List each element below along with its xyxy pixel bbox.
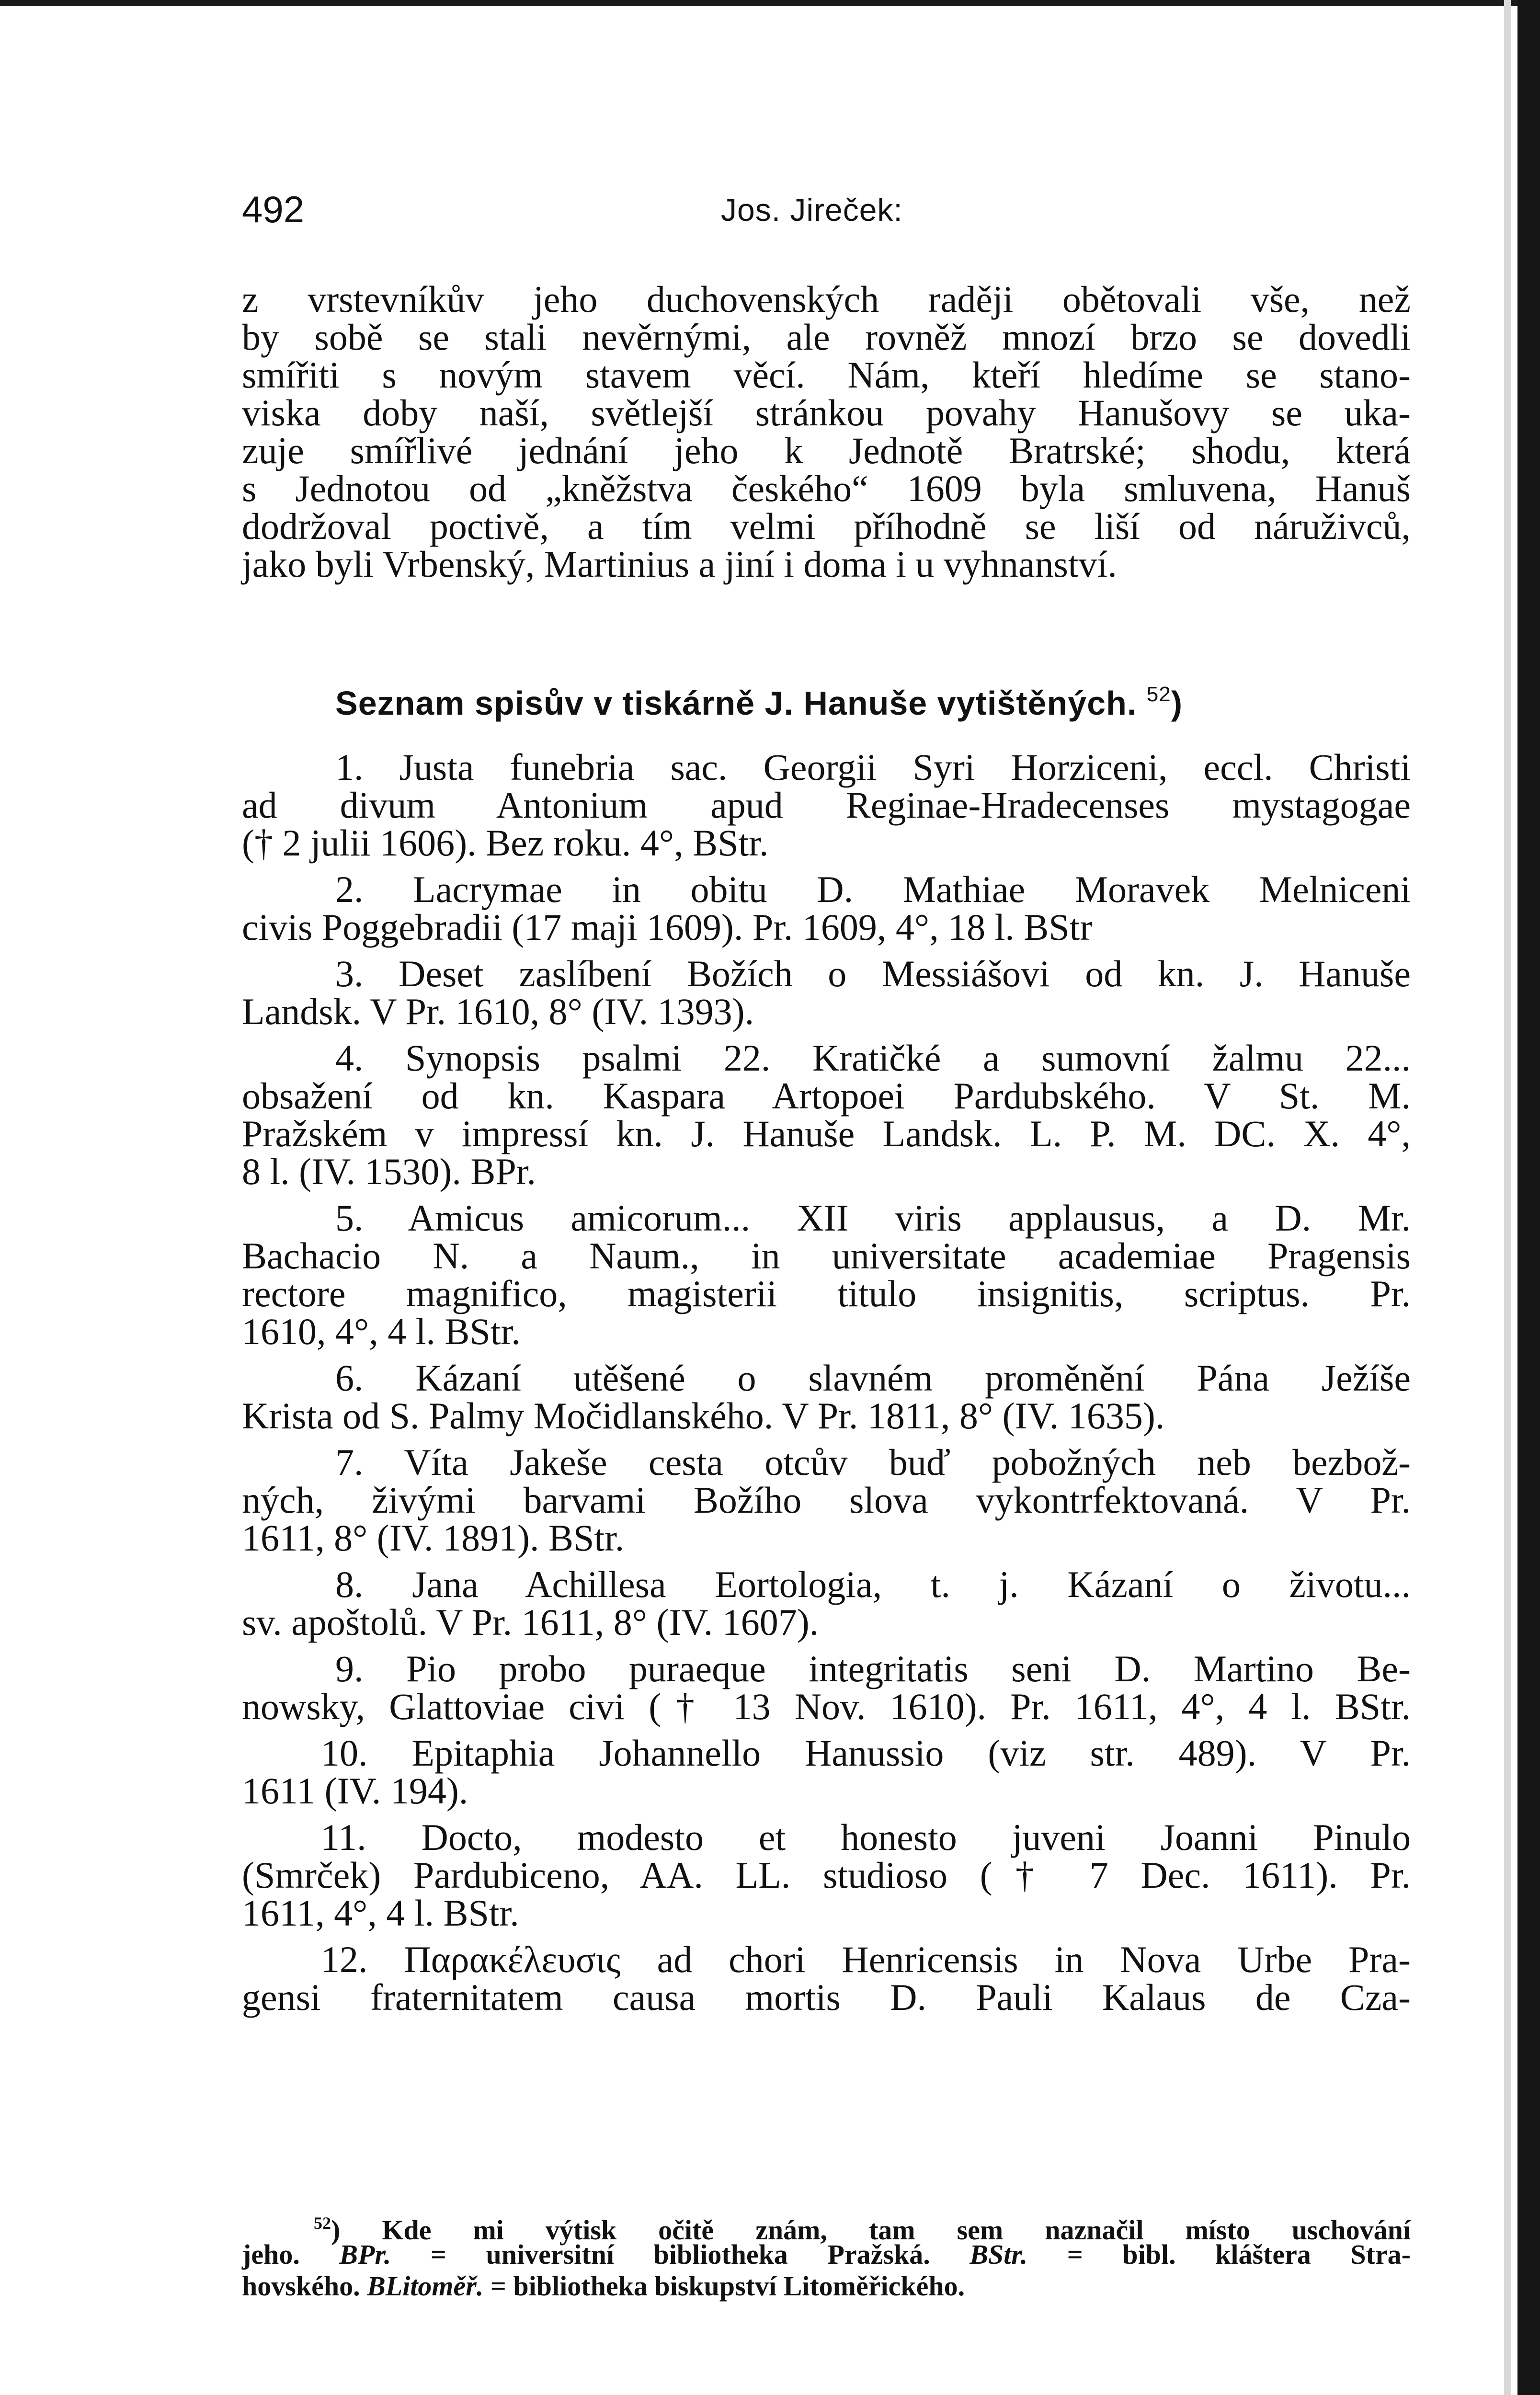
text-line: dodržoval poctivě, a tím velmi příhodně se liší od náruživců,: [242, 505, 1411, 547]
list-item: [242, 1940, 1411, 2016]
text-line: Krista od S. Palmy Močidlanského. V Pr. 1811, 8° (IV. 1635).: [242, 1395, 1165, 1437]
text-line: 5. Amicus amicorum... XII viris applausus, a D. Mr.: [335, 1197, 1411, 1239]
text-line: († 2 julii 1606). Bez roku. 4°, BStr.: [242, 822, 769, 864]
list-item: [242, 748, 1411, 862]
footnote: [242, 2207, 1411, 2302]
list-item: [242, 1734, 1411, 1810]
text-line: 10. Epitaphia Johannello Hanussio (viz str. 489). V Pr.: [321, 1732, 1411, 1774]
text-line: sv. apoštolů. V Pr. 1611, 8° (IV. 1607).: [242, 1601, 819, 1643]
list-item: [242, 1565, 1411, 1641]
text-line: 3. Deset zaslíbení Božích o Messiášovi od kn. J. Hanuše: [335, 953, 1411, 994]
list-item: [242, 1443, 1411, 1557]
footnote-reference: 52: [1146, 683, 1171, 706]
text-line: 6. Kázaní utěšené o slavném proměnění Pána Ježíše: [335, 1357, 1411, 1399]
scan-top-edge: [0, 0, 1540, 6]
text-line: Bachacio N. a Naum., in universitate academiae Pragensis: [242, 1235, 1411, 1277]
bibliography-list: [242, 748, 1411, 2025]
text-line: viska doby naší, světlejší stránkou povahy Hanušovy se uka-: [242, 392, 1411, 433]
text-line: gensi fraternitatem causa mortis D. Pauli Kalaus de Cza-: [242, 1976, 1411, 2018]
text-line: (Smrček) Pardubiceno, AA. LL. studioso († 7 Dec. 1611). Pr.: [242, 1854, 1411, 1896]
list-item: [242, 870, 1411, 946]
text-line: Pražském v impressí kn. J. Hanuše Landsk. L. P. M. DC. X. 4°,: [242, 1113, 1411, 1154]
text-line: 1611 (IV. 194).: [242, 1770, 468, 1812]
text-line: 1. Justa funebria sac. Georgii Syri Horziceni, eccl. Christi: [335, 746, 1411, 788]
list-item: [242, 1818, 1411, 1932]
text-line: ných, živými barvami Božího slova vykontrfektovaná. V Pr.: [242, 1479, 1411, 1521]
text-line: jako byli Vrbenský, Martinius a jiní i doma i u vyhnanství.: [242, 543, 1117, 585]
intro-paragraph: [242, 280, 1411, 583]
abbreviation: BStr.: [970, 2239, 1028, 2270]
section-heading: [335, 683, 1341, 722]
text-line: 7. Víta Jakeše cesta otcův buď pobožných neb bezbož-: [335, 1441, 1411, 1483]
text-line: 12. Παρακέλευσις ad chori Henricensis in Nova Urbe Pra-: [321, 1939, 1411, 1980]
text-line: 4. Synopsis psalmi 22. Kratičké a sumovní žalmu 22...: [335, 1037, 1411, 1079]
scan-right-edge: [1517, 0, 1540, 2395]
text-line: zuje smířlivé jednání jeho k Jednotě Bratrské; shodu, která: [242, 430, 1411, 471]
text-line: rectore magnifico, magisterii titulo insignitis, scriptus. Pr.: [242, 1273, 1411, 1314]
text-line: 8. Jana Achillesa Eortologia, t. j. Kázaní o životu...: [335, 1563, 1411, 1605]
abbreviation: BPr.: [339, 2239, 391, 2270]
text-line: smířiti s novým stavem věcí. Nám, kteří hledíme se stano-: [242, 354, 1411, 396]
list-item: [242, 1359, 1411, 1435]
text-line: ad divum Antonium apud Reginae-Hradecenses mystagogae: [242, 784, 1411, 826]
section-heading-text: Seznam spisův v tiskárně J. Hanuše vytištěných.: [335, 684, 1137, 722]
page-number: 492: [242, 188, 305, 230]
text-line: z vrstevníkův jeho duchovenských raději obětovali vše, než: [242, 278, 1411, 320]
footnote-marker: 52: [314, 2213, 331, 2233]
scan-page-gutter: [1504, 0, 1511, 2395]
footnote-line: hovského. BLitoměř. = bibliotheka biskupství Litoměřického.: [242, 2270, 965, 2302]
text-line: Landsk. V Pr. 1610, 8° (IV. 1393).: [242, 991, 754, 1032]
text-line: nowsky, Glattoviae civi († 13 Nov. 1610). Pr. 1611, 4°, 4 l. BStr.: [242, 1686, 1411, 1727]
list-item: [242, 1650, 1411, 1725]
text-line: 2. Lacrymae in obitu D. Mathiae Moravek Melniceni: [335, 868, 1411, 910]
text-line: 1611, 4°, 4 l. BStr.: [242, 1892, 519, 1934]
text-line: obsažení od kn. Kaspara Artopoei Pardubského. V St. M.: [242, 1075, 1411, 1117]
list-item: [242, 1199, 1411, 1350]
page-header: [242, 188, 1411, 240]
running-head: Jos. Jireček:: [721, 192, 903, 228]
footnote-line: $^{52}$) Kde mi výtisk očitě znám, tam sem naznačil místo uschování: [314, 2213, 1411, 2246]
text-line: 9. Pio probo puraeque integritatis seni D. Martino Be-: [335, 1648, 1411, 1689]
text-line: 1610, 4°, 4 l. BStr.: [242, 1311, 521, 1352]
text-line: civis Poggebradii (17 maji 1609). Pr. 1609, 4°, 18 l. BStr: [242, 906, 1093, 948]
list-item: [242, 1039, 1411, 1190]
text-line: 11. Docto, modesto et honesto juveni Joanni Pinulo: [321, 1816, 1411, 1858]
text-line: 8 l. (IV. 1530). BPr.: [242, 1151, 536, 1192]
footnote-line: jeho. BPr. = universitní bibliotheka Pražská. BStr. = bibl. kláštera Stra-: [242, 2239, 1411, 2270]
text-line: s Jednotou od „kněžstva českého“ 1609 byla smluvena, Hanuš: [242, 468, 1411, 509]
text-line: 1611, 8° (IV. 1891). BStr.: [242, 1517, 625, 1559]
list-item: [242, 955, 1411, 1030]
text-line: by sobě se stali nevěrnými, ale rovněž mnozí brzo se dovedli: [242, 316, 1411, 358]
footnote-reference-paren: ): [1171, 684, 1183, 722]
abbreviation: BLitoměř.: [367, 2270, 484, 2302]
